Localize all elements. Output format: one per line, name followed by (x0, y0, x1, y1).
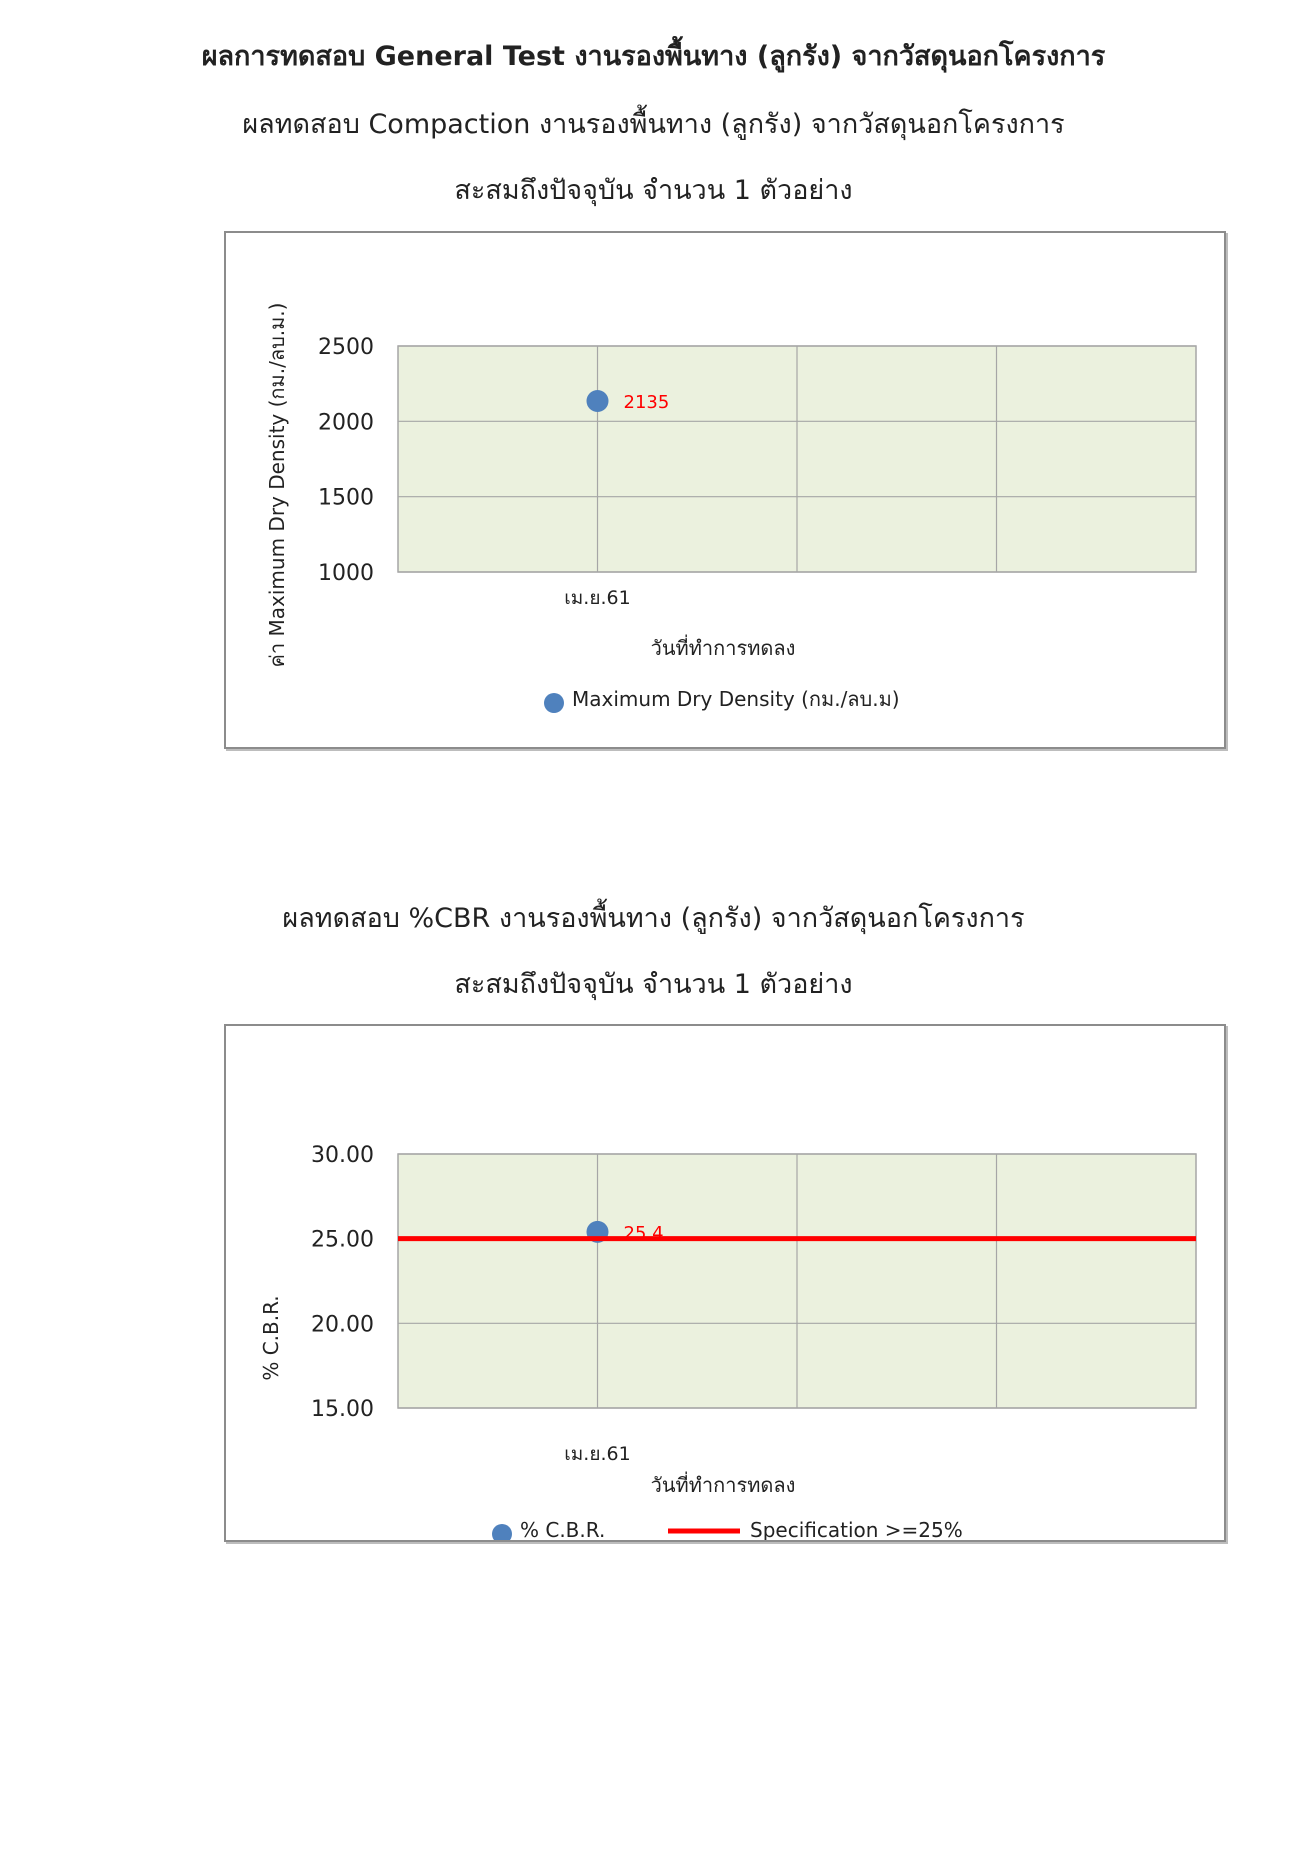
y-tick-labels (311, 1143, 374, 1422)
legend-marker-mdd (544, 693, 564, 713)
y-tick-label: 1500 (318, 485, 374, 511)
compaction-chart (224, 231, 1226, 749)
cbr-chart-svg (226, 1026, 1224, 1540)
compaction-chart-svg (226, 233, 1224, 747)
legend-label-cbr: % C.B.R. (520, 1518, 606, 1540)
x-axis-label: วันที่ทำการทดลง (650, 636, 796, 660)
chart2-title-line2: สะสมถึงปัจจุบัน จำนวน 1 ตัวอย่าง (454, 969, 853, 1000)
y-tick-labels (318, 335, 374, 586)
data-label-cbr: 25.4 (623, 1222, 664, 1244)
y-tick-label: 2000 (318, 410, 374, 436)
data-label-mdd: 2135 (623, 391, 670, 413)
y-tick-label: 2500 (318, 335, 374, 360)
x-tick-label: เม.ย.61 (564, 1443, 631, 1465)
legend-label-spec: Specification >=25% (750, 1518, 963, 1540)
legend-marker-cbr (492, 1524, 512, 1540)
legend-label-mdd: Maximum Dry Density (กม./ลบ.ม) (572, 687, 900, 711)
x-tick-label: เม.ย.61 (564, 587, 631, 609)
y-tick-label: 25.00 (311, 1227, 374, 1253)
main-title: ผลการทดสอบ General Test งานรองพื้นทาง (ลูกรัง) จากวัสดุนอกโครงการ (201, 41, 1106, 72)
chart2-title-line1: ผลทดสอบ %CBR งานรองพื้นทาง (ลูกรัง) จากวัสดุนอกโครงการ (282, 903, 1025, 934)
chart1-title-line1: ผลทดสอบ Compaction งานรองพื้นทาง (ลูกรัง) จากวัสดุนอกโครงการ (242, 109, 1065, 140)
y-tick-label: 30.00 (311, 1143, 374, 1168)
y-tick-label: 15.00 (311, 1397, 374, 1422)
x-axis-label: วันที่ทำการทดลง (650, 1473, 796, 1497)
chart1-title-line2: สะสมถึงปัจจุบัน จำนวน 1 ตัวอย่าง (454, 175, 853, 206)
cbr-chart (224, 1024, 1226, 1542)
y-axis-label: % C.B.R. (259, 1295, 283, 1381)
data-point-mdd (587, 390, 609, 412)
y-tick-label: 20.00 (311, 1312, 374, 1338)
y-axis-label: ค่า Maximum Dry Density (กม./ลบ.ม.) (265, 302, 289, 668)
y-tick-label: 1000 (318, 561, 374, 586)
